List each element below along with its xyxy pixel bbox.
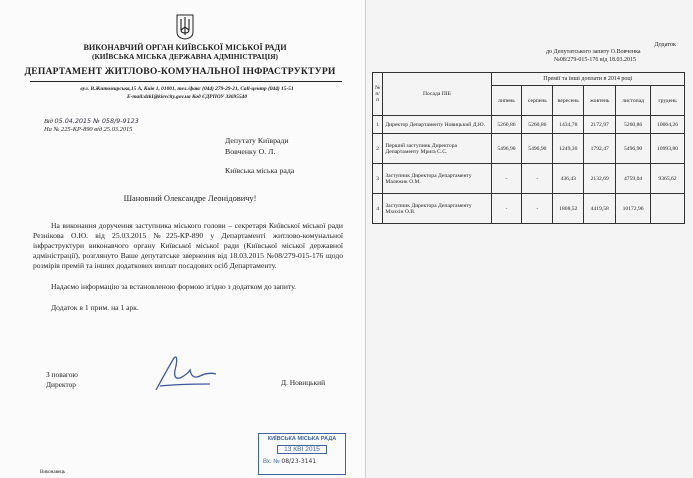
row-position: Перший заступник Директора Департаменту Мриґа С.С. xyxy=(383,134,491,164)
stamp-date: 13 КВІ 2015 xyxy=(277,445,327,454)
table-row xyxy=(373,116,685,134)
org-name: ВИКОНАВЧИЙ ОРГАН КИЇВСЬКОЇ МІСЬКОЇ РАДИ xyxy=(83,43,287,52)
row-value: - xyxy=(522,164,553,194)
recipient-name: Вовченку О. Л. xyxy=(225,147,276,156)
table-row xyxy=(373,194,685,224)
body-paragraph-2: Надаємо інформацію за встановленою формою згідно з додатком до запиту. xyxy=(51,282,297,291)
stamp-number xyxy=(263,458,345,465)
row-number: 3 xyxy=(373,164,383,194)
recipient-organization: Київська міська рада xyxy=(225,166,295,175)
signer-name: Д. Новицький xyxy=(281,378,326,387)
email-line: E-mail:dzkI@kievcity.gov.ua Код ЄДРПОУ 33695540 xyxy=(126,94,248,100)
month-header: листопад xyxy=(616,86,651,116)
row-value xyxy=(651,194,685,224)
table-row xyxy=(373,134,685,164)
row-value: 4759,04 xyxy=(616,164,651,194)
recipient-block xyxy=(225,135,294,176)
table-header-row xyxy=(373,73,685,86)
row-value: - xyxy=(491,164,522,194)
address-line: вул. В.Житомирська,15 А, Київ 1, 01001, тел./факс (044) 279-29-21, Call-центр (044) 15-51 xyxy=(80,86,294,92)
annex-header-block xyxy=(546,49,686,64)
closing-regards: З повагою xyxy=(46,370,78,379)
annex-header-1 xyxy=(588,41,676,49)
col-group-header: Премії та інші доплати в 2014 році xyxy=(491,73,685,86)
row-number: 1 xyxy=(373,116,383,134)
annex-header-ref: №08/279-015-176 від 18.03.2015 xyxy=(554,56,636,63)
closing-block xyxy=(46,370,78,390)
row-value: 436,43 xyxy=(553,164,584,194)
incoming-reference xyxy=(44,126,132,133)
month-header: липень xyxy=(491,86,522,116)
org-subname: (КИЇВСЬКА МІСЬКА ДЕРЖАВНА АДМІНІСТРАЦІЯ) xyxy=(91,52,279,61)
body-paragraph-1: На виконання доручення заступника міського голови – секретаря Київської міської ради Резнікова О.Ю. від 25.03.2015 №225-КР-890 у Департаменті житлово-комунальної інфраструктури виконавчого органу Київської міської ради (Київської міської державної адміністрації), розглянуто Ваше депутатське звернення від 18.03.2015 №08/279-015-176 щодо розмірів премій та інших додаткових виплат посадових осіб Департаменту. xyxy=(33,221,343,270)
row-value: 10064,26 xyxy=(651,116,685,134)
row-value: 1434,78 xyxy=(553,116,584,134)
row-value: 9365,62 xyxy=(651,164,685,194)
row-number: 2 xyxy=(373,134,383,164)
row-position: Заступник Директора Департаменту Мхихін О.В. xyxy=(383,194,491,224)
month-header: грудень xyxy=(651,86,685,116)
row-value: 1249,30 xyxy=(553,134,584,164)
outgoing-ref-value: 05.04.2015 № 058/9-9123 xyxy=(54,117,139,125)
row-value: 10993,80 xyxy=(651,134,685,164)
row-value: 5496,90 xyxy=(491,134,522,164)
header-divider xyxy=(30,81,342,82)
stamp-number-value: 08/23-3141 xyxy=(281,458,317,465)
row-value: 5496,90 xyxy=(616,134,651,164)
row-value: 5260,86 xyxy=(491,116,522,134)
row-value: 1792,47 xyxy=(584,134,616,164)
closing-position: Директор xyxy=(46,380,76,389)
row-position: Заступник Директора Департаменту Малежик О.М. xyxy=(383,164,491,194)
row-value: 4419,58 xyxy=(584,194,616,224)
incoming-ref-value: № 225-КР-890 від 25.03.2015 xyxy=(53,126,133,133)
col-position-header: Посада ПІБ xyxy=(383,73,491,116)
row-value: 1808,52 xyxy=(553,194,584,224)
department-title: ДЕПАРТАМЕНТ ЖИТЛОВО-КОМУНАЛЬНОЇ ІНФРАСТРУКТУРИ xyxy=(24,66,336,77)
row-value: 10172,96 xyxy=(616,194,651,224)
annex-header-title: Додаток xyxy=(654,41,676,48)
row-value: 5260,86 xyxy=(522,116,553,134)
outgoing-reference xyxy=(44,117,139,125)
stamp-number-prefix: Вх. № xyxy=(263,459,280,465)
table-row xyxy=(373,164,685,194)
bonus-table xyxy=(372,72,685,224)
stamp-org: КИЇВСЬКА МІСЬКА РАДА xyxy=(267,436,337,442)
row-value: - xyxy=(491,194,522,224)
row-value: 2132,69 xyxy=(584,164,616,194)
trident-emblem xyxy=(176,14,194,40)
incoming-ref-prefix: На xyxy=(44,126,52,133)
month-header: вересень xyxy=(553,86,584,116)
attachment-note: Додаток в 1 прим. на 1 арк. xyxy=(51,303,139,312)
greeting: Шановний Олександре Леонідовичу! xyxy=(123,194,257,203)
row-value: 2172,97 xyxy=(584,116,616,134)
director-signature xyxy=(150,350,222,396)
outgoing-ref-prefix: Від xyxy=(44,118,53,125)
registration-stamp xyxy=(258,433,346,475)
recipient-title: Депутату Київради xyxy=(225,136,289,145)
row-number: 4 xyxy=(373,194,383,224)
row-value: - xyxy=(522,194,553,224)
month-header: жовтень xyxy=(584,86,616,116)
annex-page xyxy=(365,0,693,478)
row-value: 5260,86 xyxy=(616,116,651,134)
col-number-header: № п/п xyxy=(373,73,383,116)
annex-header-to: до Депутатського запиту О.Вовченка xyxy=(546,49,641,55)
month-header: серпень xyxy=(522,86,553,116)
row-value: 5496,90 xyxy=(522,134,553,164)
footer-fragment: Виконавець xyxy=(40,470,66,475)
row-position: Директор Департаменту Новицький Д.Ю. xyxy=(383,116,491,134)
